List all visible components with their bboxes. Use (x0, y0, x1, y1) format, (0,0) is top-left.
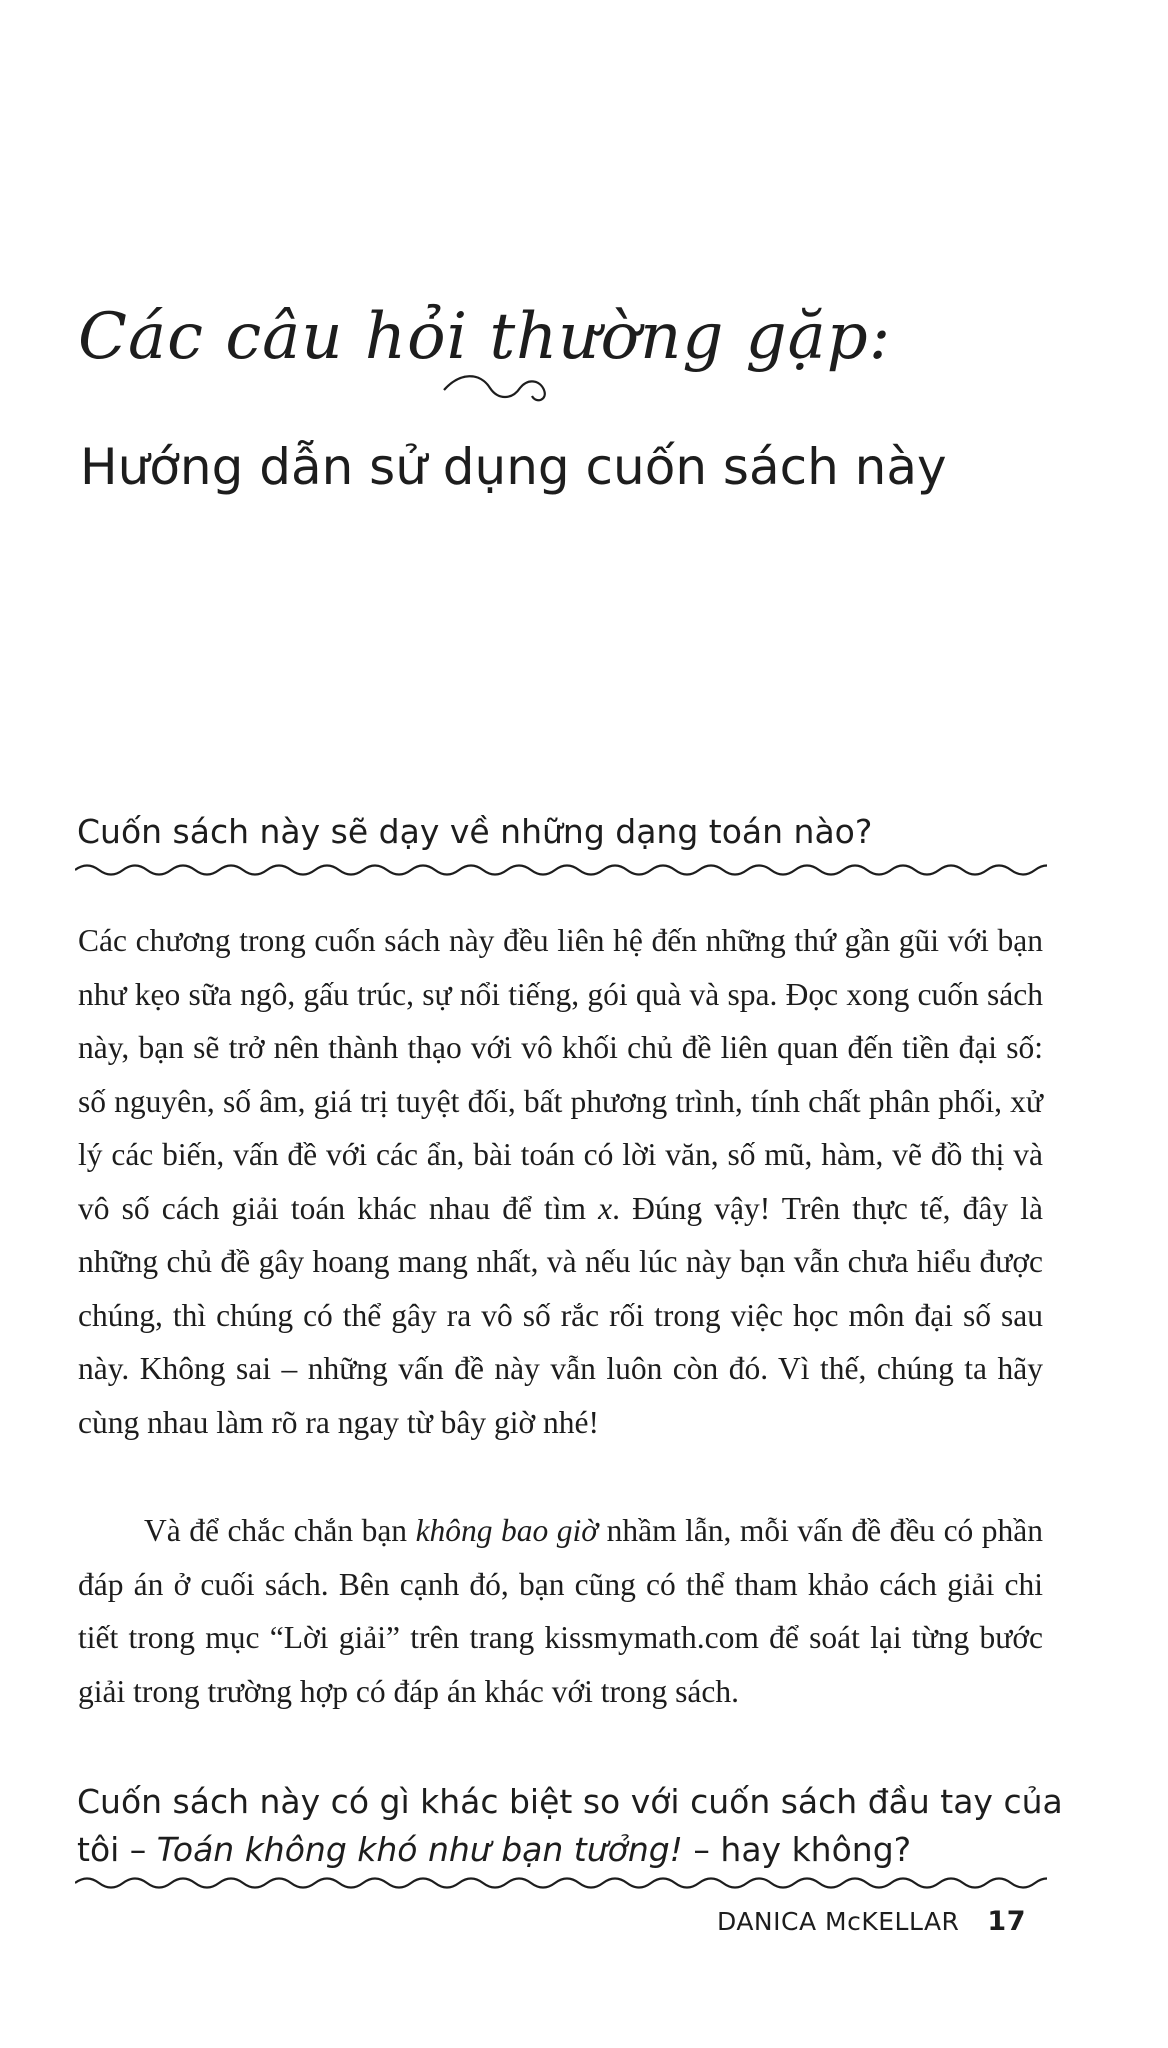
first-book-title: Toán không khó như bạn tưởng! (156, 1830, 683, 1869)
section-question-2 (77, 1778, 1067, 1874)
question-2-end: – hay không? (693, 1830, 912, 1869)
paragraph-1-text: Các chương trong cuốn sách này đều liên hệ đến những thứ gần gũi với bạn như kẹo sữa ngô, gấu trúc, sự nổi tiếng, gói quà và spa. Đọc xong cuốn sách này, bạn sẽ trở nên thành thạo với vô khối chủ đề liên quan đến tiền đại số: số nguyên, số âm, giá trị tuyệt đối, bất phương trình, tính chất phân phối, xử lý các biến, vấn đề với các ẩn, bài toán có lời văn, số mũ, hàm, vẽ đồ thị và vô số cách giải toán khác nhau để tìm (78, 923, 1043, 1226)
footer-author: DANICA McKELLAR (717, 1907, 960, 1936)
paragraph-2 (78, 1504, 1043, 1718)
wavy-divider-2 (75, 1874, 1047, 1892)
paragraph-1-text-cont: . Đúng vậy! Trên thực tế, đây là những chủ đề gây hoang mang nhất, và nếu lúc này bạn vẫn chưa hiểu được chúng, thì chúng có thể gây ra vô số rắc rối trong việc học môn đại số sau này. Không sai – những vấn đề này vẫn luôn còn đó. Vì thế, chúng ta hãy cùng nhau làm rõ ra ngay từ bây giờ nhé! (78, 1190, 1043, 1440)
title-swash-ornament (440, 368, 570, 408)
page-footer (717, 1906, 1026, 1937)
paragraph-2-start: Và để chắc chắn bạn (144, 1513, 408, 1548)
script-title: Các câu hỏi thường gặp: (78, 300, 892, 374)
section-question-1: Cuốn sách này sẽ dạy về những dạng toán nào? (77, 812, 873, 851)
page-number: 17 (987, 1906, 1026, 1937)
wavy-divider-1 (75, 861, 1047, 879)
main-title: Hướng dẫn sử dụng cuốn sách này (80, 438, 947, 496)
question-2-start: Cuốn sách này có gì khác biệt so với cuốn sách đầu tay của tôi – (77, 1782, 1063, 1869)
paragraph-2-emphasis: không bao giờ (415, 1513, 599, 1548)
variable-x: x (598, 1190, 613, 1226)
paragraph-2-rest: nhầm lẫn, mỗi vấn đề đều có phần đáp án ở cuối sách. Bên cạnh đó, bạn cũng có thể tham khảo cách giải chi tiết trong mục “Lời giải” trên trang kissmymath.com để soát lại từng bước giải trong trường hợp có đáp án khác với trong sách. (78, 1513, 1044, 1709)
paragraph-1 (78, 914, 1043, 1449)
